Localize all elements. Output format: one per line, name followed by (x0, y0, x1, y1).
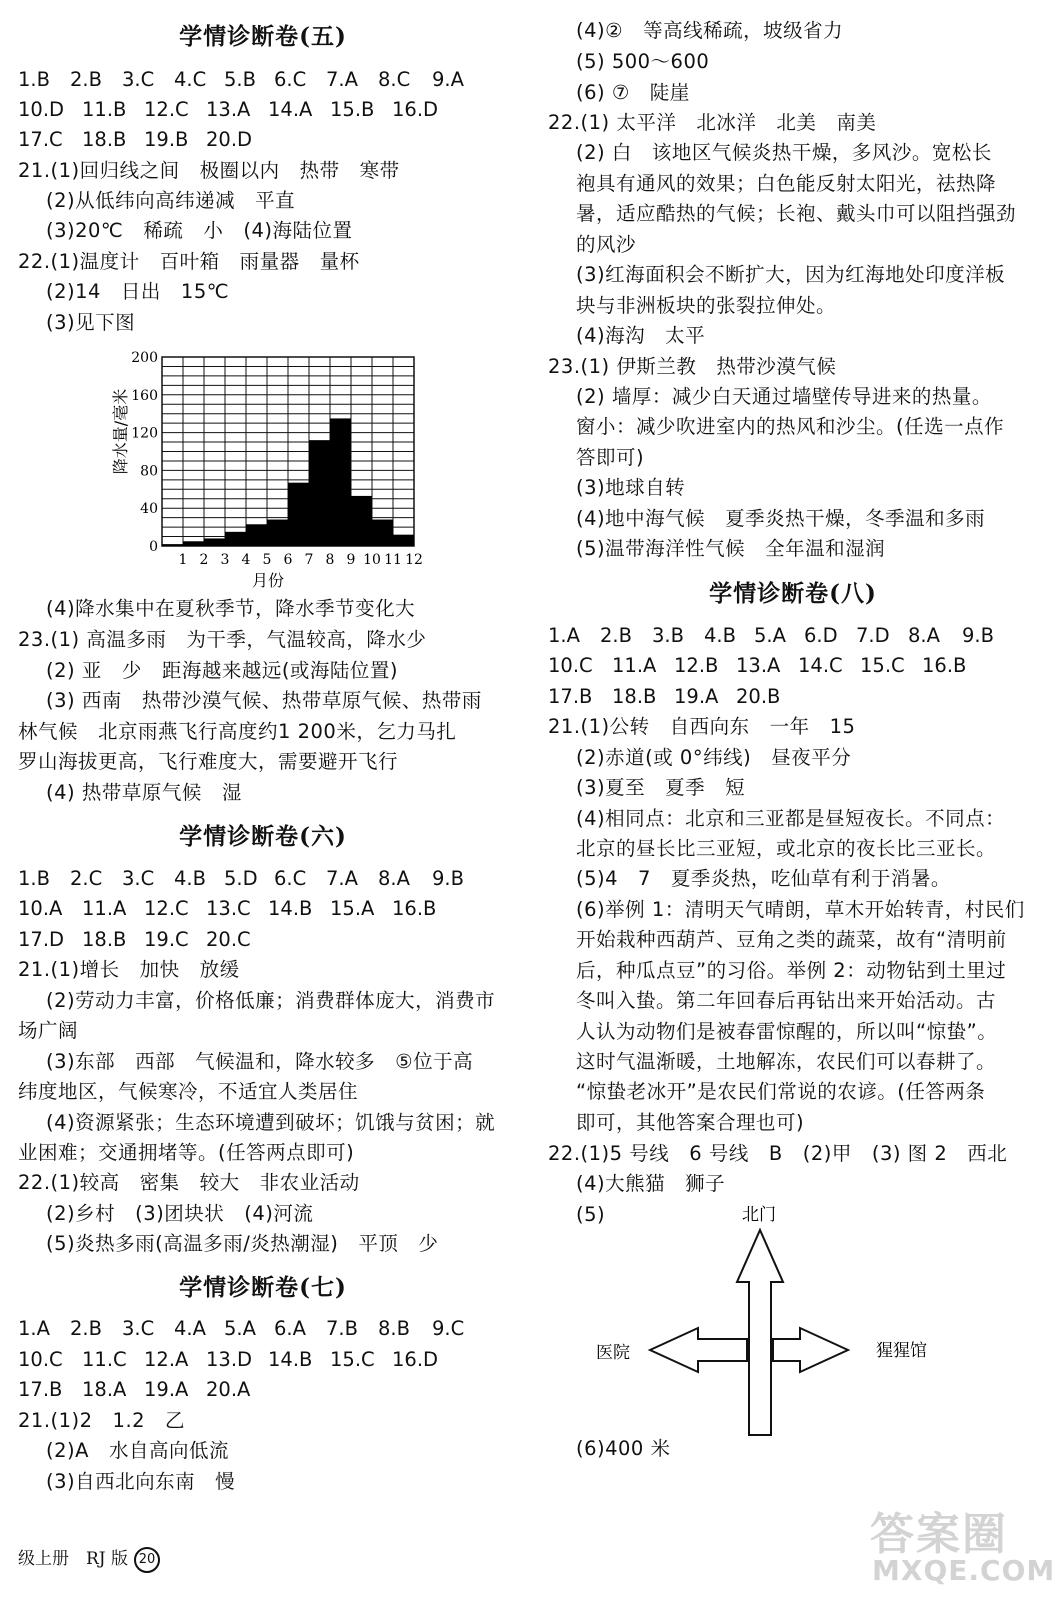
mc-answer: 2.B (70, 1317, 102, 1340)
chart-bar (246, 524, 267, 546)
chart-bar (393, 535, 414, 546)
answer-line: (4)海沟 太平 (576, 324, 706, 347)
chart-x-axis-label: 月份 (251, 571, 285, 590)
mc-row (18, 1316, 508, 1342)
answer-line: 22.(1) 太平洋 北冰洋 北美 南美 (548, 111, 877, 134)
section-title-5: 学情诊断卷(五) (179, 23, 347, 50)
answer-line: 开始栽种西葫芦、豆角之类的蔬菜，故有“清明前 (576, 928, 1007, 951)
chart-bar (288, 483, 309, 546)
mc-answer: 12.B (674, 654, 719, 677)
precipitation-chart (96, 345, 446, 595)
mc-answer: 18.B (82, 928, 127, 951)
answer-line: (2)A 水自高向低流 (46, 1439, 229, 1462)
mc-answer: 19.B (144, 128, 189, 151)
mc-answer: 14.B (268, 1348, 313, 1371)
mc-answer: 16.D (392, 98, 439, 121)
mc-answer: 20.C (206, 928, 251, 951)
answer-line: 场广阔 (18, 1019, 79, 1042)
mc-answer: 18.A (82, 1378, 127, 1401)
answer-line: 的风沙 (576, 233, 637, 256)
mc-answer: 6.A (274, 1317, 306, 1340)
direction-diagram (590, 1200, 990, 1440)
answer-line: (5)4 7 夏季炎热，吃仙草有利于消暑。 (576, 867, 951, 890)
chart-bar (162, 544, 183, 546)
answer-line: (3)地球自转 (576, 476, 686, 499)
mc-answer: 13.A (206, 98, 251, 121)
answer-line: (4)② 等高线稀疏，坡级省力 (576, 19, 844, 42)
mc-answer: 8.A (908, 624, 940, 647)
x-tick-label: 3 (220, 552, 230, 568)
x-tick-label: 11 (384, 552, 402, 568)
answer-line: (2)14 日出 15℃ (46, 280, 230, 303)
chart-x-ticks (179, 552, 423, 568)
watermark-logo (870, 1498, 1055, 1593)
answer-line: (3)红海面积会不断扩大，因为红海地处印度洋板 (576, 263, 1006, 286)
mc-answer: 11.A (82, 897, 127, 920)
x-tick-label: 12 (405, 552, 423, 568)
x-tick-label: 1 (178, 552, 188, 568)
mc-answer: 11.A (612, 654, 657, 677)
mc-answer: 16.B (922, 654, 967, 677)
east-arrow (773, 1328, 848, 1372)
answer-line: 答即可) (576, 446, 645, 469)
mc-row (548, 684, 1038, 710)
answer-line: 即可，其他答案合理也可) (576, 1111, 805, 1134)
answer-line: 块与非洲板块的张裂拉伸处。 (576, 294, 837, 317)
answer-line: 罗山海拔更高，飞行难度大，需要避开飞行 (18, 750, 399, 773)
mc-answer: 3.C (122, 867, 155, 890)
y-tick-label: 120 (131, 425, 158, 442)
mc-answer: 4.C (174, 68, 207, 91)
answer-line: (5)炎热多雨(高温多雨/炎热潮湿) 平顶 少 (46, 1232, 439, 1255)
x-tick-label: 4 (241, 552, 251, 568)
answer-line: 21.(1)2 1.2 乙 (18, 1409, 186, 1432)
answer-line: 22.(1)较高 密集 较大 非农业活动 (18, 1171, 360, 1194)
mc-answer: 7.A (326, 867, 358, 890)
answer-line: (2) 亚 少 距海越来越远(或海陆位置) (46, 659, 399, 682)
chart-y-axis-label: 降水量/毫米 (111, 388, 130, 475)
mc-answer: 11.C (82, 1348, 127, 1371)
answer-line: 这时气温渐暖，土地解冻，农民们可以春耕了。 (576, 1050, 997, 1073)
north-gate-label: 北门 (742, 1205, 776, 1225)
mc-answer: 15.C (860, 654, 905, 677)
mc-answer: 14.A (268, 98, 313, 121)
mc-answer: 9.B (432, 867, 464, 890)
mc-row (18, 97, 508, 123)
footer-text: 级上册 RJ 版 (18, 1549, 129, 1569)
answer-line: 业困难；交通拥堵等。(任答两点即可) (18, 1141, 355, 1164)
answer-line: 21.(1)公转 自西向东 一年 15 (548, 715, 856, 738)
answer-line: (4)相同点：北京和三亚都是昼短夜长。不同点： (576, 807, 1006, 830)
mc-row (18, 866, 508, 892)
mc-answer: 16.D (392, 1348, 439, 1371)
page-footer (18, 1545, 160, 1573)
mc-answer: 20.A (206, 1378, 251, 1401)
mc-answer: 2.B (70, 68, 102, 91)
mc-answer: 6.C (274, 68, 307, 91)
y-tick-label: 160 (131, 387, 158, 404)
mc-answer: 12.A (144, 1348, 189, 1371)
mc-answer: 4.B (704, 624, 736, 647)
mc-answer: 13.C (206, 897, 251, 920)
mc-row (548, 653, 1038, 679)
mc-answer: 9.C (432, 1317, 465, 1340)
mc-answer: 17.B (18, 1378, 63, 1401)
mc-answer: 10.D (18, 98, 65, 121)
mc-answer: 9.B (962, 624, 994, 647)
answer-line: 22.(1)温度计 百叶箱 雨量器 量杯 (18, 250, 360, 273)
answer-line: (2)乡村 (3)团块状 (4)河流 (46, 1202, 314, 1225)
x-tick-label: 6 (283, 552, 293, 568)
mc-answer: 17.C (18, 128, 63, 151)
answer-line: 23.(1) 高温多雨 为干季，气温较高，降水少 (18, 628, 427, 651)
y-tick-label: 40 (140, 501, 158, 518)
north-arrow (737, 1230, 783, 1435)
answer-line: “惊蛰老冰开”是农民们常说的农谚。(任答两条 (576, 1080, 986, 1103)
answer-line: (5) (576, 1203, 606, 1226)
answer-line: (3)20℃ 稀疏 小 (4)海陆位置 (46, 219, 353, 242)
answer-line: (4) 热带草原气候 湿 (46, 781, 242, 804)
mc-answer: 16.B (392, 897, 437, 920)
chart-bar (183, 541, 204, 546)
section-title-6: 学情诊断卷(六) (179, 823, 347, 850)
y-tick-label: 200 (131, 350, 158, 366)
watermark-url: MXQE.COM (872, 1554, 1056, 1587)
mc-answer: 13.D (206, 1348, 253, 1371)
answer-line: (5) 500～600 (576, 50, 710, 73)
chart-bar (330, 418, 351, 546)
page-number-badge: 20 (134, 1547, 160, 1573)
chart-bar (267, 520, 288, 546)
chart-bar (372, 520, 393, 546)
mc-answer: 7.A (326, 68, 358, 91)
answer-line: 22.(1)5 号线 6 号线 B (2)甲 (3) 图 2 西北 (548, 1142, 1008, 1165)
answer-line: 窗小：减少吹进室内的热风和沙尘。(任选一点作 (576, 415, 1005, 438)
chart-bar (309, 440, 330, 546)
y-tick-label: 0 (149, 539, 158, 555)
mc-answer: 15.A (330, 897, 375, 920)
mc-answer: 19.C (144, 928, 189, 951)
x-tick-label: 10 (363, 552, 381, 568)
mc-row (548, 623, 1038, 649)
chart-bar (225, 532, 246, 546)
answer-line: 北京的昼长比三亚短，或北京的夜长比三亚长。 (576, 837, 997, 860)
mc-answer: 17.B (548, 685, 593, 708)
mc-answer: 10.C (548, 654, 593, 677)
mc-answer: 8.A (378, 867, 410, 890)
answer-line: (2) 墙厚：减少白天通过墙壁传导进来的热量。 (576, 385, 992, 408)
answer-line: 23.(1) 伊斯兰教 热带沙漠气候 (548, 355, 837, 378)
mc-answer: 18.B (612, 685, 657, 708)
mc-answer: 18.B (82, 128, 127, 151)
mc-row (18, 67, 508, 93)
answer-line: (2)赤道(或 0°纬线) 昼夜平分 (576, 746, 852, 769)
mc-row (18, 1347, 508, 1373)
mc-answer: 11.B (82, 98, 127, 121)
answer-line: (3)自西北向东南 慢 (46, 1470, 236, 1493)
answer-line: (6)举例 1：清明天气晴朗，草木开始转青，村民们 (576, 898, 1025, 921)
mc-answer: 14.C (798, 654, 843, 677)
answer-line: 人认为动物们是被春雷惊醒的，所以叫“惊蛰”。 (576, 1020, 998, 1043)
answer-line: (4)降水集中在夏秋季节，降水季节变化大 (46, 597, 416, 620)
mc-row (18, 896, 508, 922)
mc-answer: 3.B (652, 624, 684, 647)
mc-answer: 12.C (144, 98, 189, 121)
mc-answer: 8.C (378, 68, 411, 91)
mc-answer: 12.C (144, 897, 189, 920)
mc-row (18, 1377, 508, 1403)
answer-line: 纬度地区，气候寒冷，不适宜人类居住 (18, 1080, 359, 1103)
mc-answer: 5.D (224, 867, 258, 890)
answer-line: 冬叫入蛰。第二年回春后再钻出来开始活动。古 (576, 989, 997, 1012)
mc-answer: 3.C (122, 68, 155, 91)
mc-answer: 15.C (330, 1348, 375, 1371)
mc-answer: 19.A (674, 685, 719, 708)
watermark-text: 答案圈 (870, 1509, 1008, 1560)
answer-line: (2)劳动力丰富，价格低廉；消费群体庞大，消费市 (46, 989, 496, 1012)
x-tick-label: 7 (304, 552, 314, 568)
mc-answer: 4.A (174, 1317, 206, 1340)
mc-answer: 10.C (18, 1348, 63, 1371)
mc-answer: 10.A (18, 897, 63, 920)
answer-line: (3)见下图 (46, 311, 136, 334)
mc-answer: 19.A (144, 1378, 189, 1401)
x-tick-label: 5 (262, 552, 272, 568)
mc-answer: 5.A (224, 1317, 256, 1340)
answer-line: (6) ⑦ 陡崖 (576, 81, 690, 104)
mc-answer: 7.B (326, 1317, 358, 1340)
chart-y-ticks (131, 350, 158, 555)
mc-answer: 2.C (70, 867, 103, 890)
answer-line: (6)400 米 (576, 1437, 671, 1460)
section-title-7: 学情诊断卷(七) (179, 1274, 347, 1301)
section-title-8: 学情诊断卷(八) (709, 580, 877, 607)
answer-line: 21.(1)回归线之间 极圈以内 热带 寒带 (18, 159, 400, 182)
answer-line: (4)资源紧张；生态环境遭到破坏；饥饿与贫困；就 (46, 1111, 496, 1134)
answer-line: (4)地中海气候 夏季炎热干燥，冬季温和多雨 (576, 507, 986, 530)
answer-line: (3) 西南 热带沙漠气候、热带草原气候、热带雨 (46, 689, 482, 712)
mc-answer: 5.A (754, 624, 786, 647)
mc-answer: 15.B (330, 98, 375, 121)
mc-answer: 14.B (268, 897, 313, 920)
answer-line: (5)温带海洋性气候 全年温和湿润 (576, 537, 886, 560)
mc-answer: 3.C (122, 1317, 155, 1340)
answer-line: (4)大熊猫 狮子 (576, 1172, 726, 1195)
chart-bar (351, 496, 372, 546)
mc-answer: 1.B (18, 867, 50, 890)
west-arrow (650, 1328, 747, 1372)
mc-answer: 4.B (174, 867, 206, 890)
x-tick-label: 9 (346, 552, 356, 568)
answer-line: 21.(1)增长 加快 放缓 (18, 958, 240, 981)
answer-line: (2)从低纬向高纬递减 平直 (46, 189, 296, 212)
mc-answer: 1.A (18, 1317, 50, 1340)
answer-line: (3)夏至 夏季 短 (576, 776, 746, 799)
chart-bar (204, 538, 225, 546)
answer-line: (3)东部 西部 气候温和，降水较多 ⑤位于高 (46, 1050, 474, 1073)
hospital-label: 医院 (596, 1343, 630, 1363)
mc-answer: 2.B (600, 624, 632, 647)
mc-answer: 7.D (856, 624, 890, 647)
gorilla-house-label: 猩猩馆 (876, 1341, 927, 1361)
mc-answer: 9.A (432, 68, 464, 91)
x-tick-label: 2 (199, 552, 209, 568)
mc-answer: 13.A (736, 654, 781, 677)
mc-row (18, 927, 508, 953)
mc-answer: 17.D (18, 928, 65, 951)
answer-line: (2) 白 该地区气候炎热干燥，多风沙。宽松长 (576, 141, 992, 164)
mc-answer: 20.B (736, 685, 781, 708)
answer-line: 袍具有通风的效果；白色能反射太阳光，祛热降 (576, 172, 997, 195)
mc-answer: 5.B (224, 68, 256, 91)
answer-line: 林气候 北京雨燕飞行高度约1 200米，乞力马扎 (18, 720, 457, 743)
mc-answer: 6.C (274, 867, 307, 890)
mc-row (18, 127, 508, 153)
y-tick-label: 80 (140, 463, 158, 480)
answer-line: 暑，适应酷热的气候；长袍、戴头巾可以阻挡强劲 (576, 202, 1017, 225)
mc-answer: 1.A (548, 624, 580, 647)
mc-answer: 1.B (18, 68, 50, 91)
mc-answer: 6.D (804, 624, 838, 647)
mc-answer: 20.D (206, 128, 253, 151)
x-tick-label: 8 (325, 552, 335, 568)
answer-line: 后，种瓜点豆”的习俗。举例 2：动物钻到土里过 (576, 959, 1007, 982)
mc-answer: 8.B (378, 1317, 410, 1340)
